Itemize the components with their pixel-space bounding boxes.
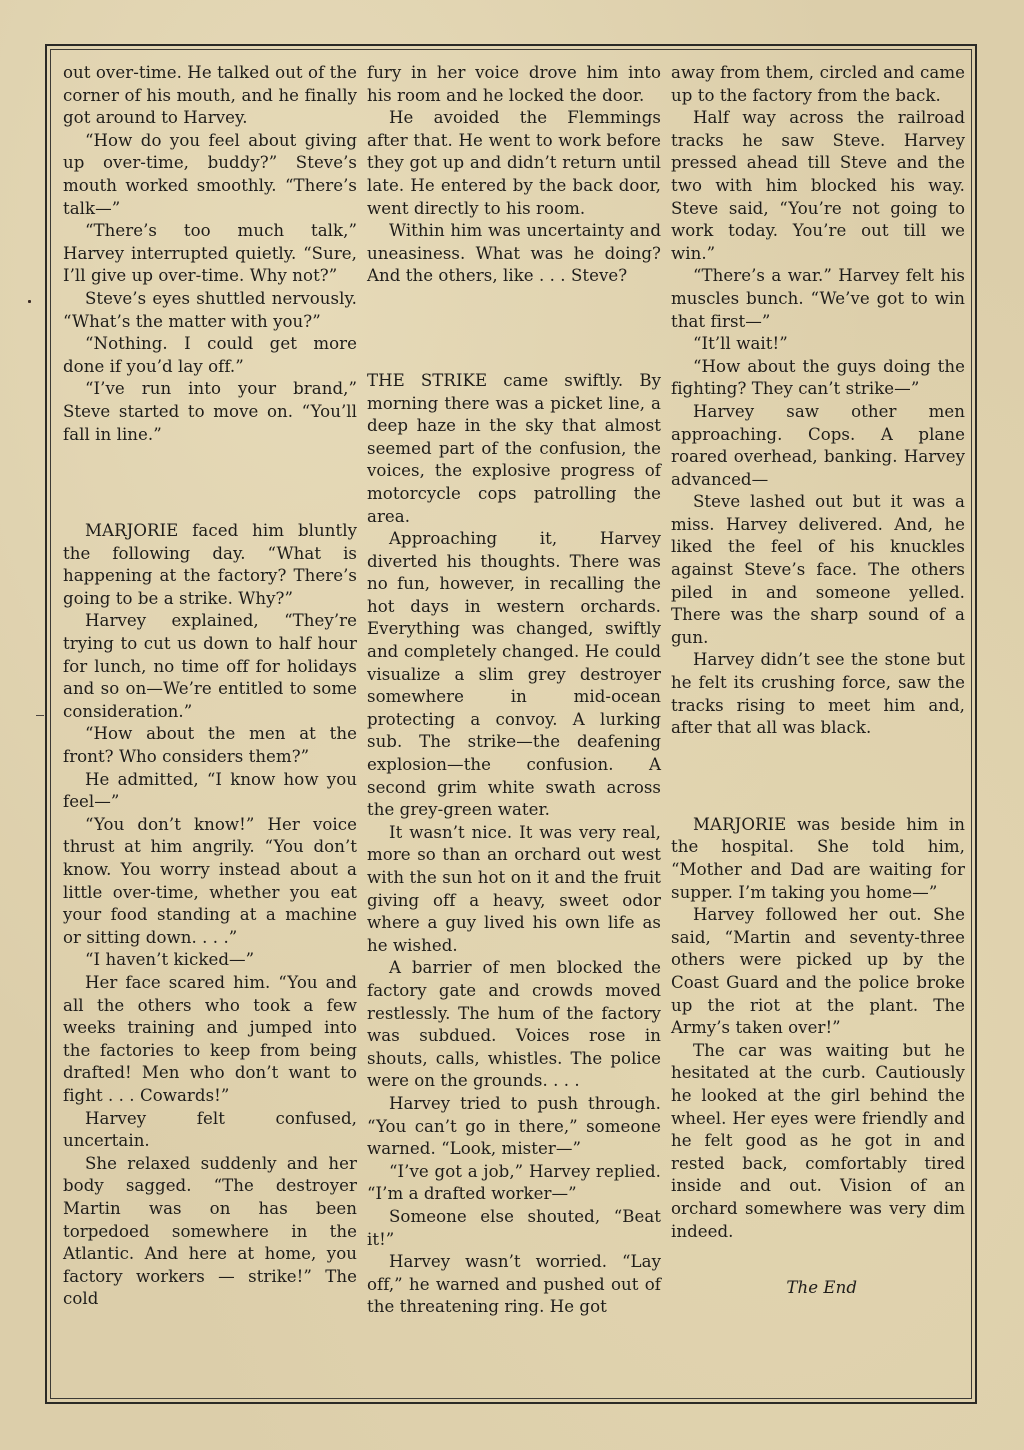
story-columns <box>63 62 965 1392</box>
paragraph: Harvey saw other men approaching. Cops. A plane roared overhead, banking. Harvey advanced— <box>671 401 965 489</box>
paragraph: Harvey followed her out. She said, “Martin and seventy-three others were picked up by the Coast Guard and the police broke up the riot at the plant. The Army’s taken over!” <box>671 905 965 1038</box>
section-lead-paragraph: MARJORIE was beside him in the hospital. She told him, “Mother and Dad are waiting for supper. I’m taking you home—” <box>671 814 965 902</box>
paragraph: “How about the men at the front? Who considers them?” <box>63 724 357 767</box>
paragraph: “Nothing. I could get more done if you’d lay off.” <box>63 334 357 376</box>
paragraph: Someone else shouted, “Beat it!” <box>367 1206 661 1249</box>
paragraph: fury in her voice drove him into his room and he locked the door. <box>367 63 661 105</box>
section-lead-paragraph: THE STRIKE came swiftly. By morning there was a picket line, a deep haze in the sky that almost seemed part of the confusion, the voices, the explosive progress of motorcycle cops patrolling the area. <box>367 370 661 526</box>
the-end-label: The End <box>786 1278 857 1298</box>
paragraph: out over-time. He talked out of the corner of his mouth, and he finally got around to Harvey. <box>63 63 357 128</box>
paragraph: Harvey felt confused, uncertain. <box>63 1108 357 1151</box>
paragraph: “You don’t know!” Her voice thrust at him angrily. “You don’t know. You worry instead about a little over-time, whether you eat your food standing at a machine or sitting down. . . .” <box>63 814 357 947</box>
paragraph: “There’s too much talk,” Harvey interrupted quietly. “Sure, I’ll give up over-time. Why not?” <box>63 221 357 286</box>
paragraph: Steve lashed out but it was a miss. Harvey delivered. And, he liked the feel of his knuckles against Steve’s face. The others piled in and someone yelled. There was the sharp sound of a gun. <box>671 492 965 647</box>
ink-mark <box>36 715 44 716</box>
paragraph: She relaxed suddenly and her body sagged. “The destroyer Martin was on has been torpedoed somewhere in the Atlantic. And here at home, you factory workers — strike!” The cold <box>63 1153 357 1309</box>
paragraph: Harvey explained, “They’re trying to cut us down to half hour for lunch, no time off for holidays and so on—We’re entitled to some consideration.” <box>63 611 357 721</box>
paragraph: Harvey tried to push through. “You can’t go in there,” someone warned. “Look, mister—” <box>367 1093 661 1159</box>
paragraph: “There’s a war.” Harvey felt his muscles bunch. “We’ve got to win that first—” <box>671 266 965 331</box>
paragraph: A barrier of men blocked the factory gate and crowds moved restlessly. The hum of the factory was subdued. Voices rose in shouts, calls, whistles. The police were on the grounds. . . . <box>367 958 661 1091</box>
paragraph: Harvey didn’t see the stone but he felt its crushing force, saw the tracks rising to meet him and, after that all was black. <box>671 650 965 738</box>
section-break <box>63 446 357 520</box>
section-break <box>367 288 661 370</box>
paragraph: Within him was uncertainty and uneasiness. What was he doing? And the others, like . . . Steve? <box>367 221 661 286</box>
paragraph: “I’ve got a job,” Harvey replied. “I’m a drafted worker—” <box>367 1161 661 1204</box>
paragraph: away from them, circled and came up to the factory from the back. <box>671 63 965 105</box>
paragraph: “I haven’t kicked—” <box>85 950 255 970</box>
paragraph: He avoided the Flemmings after that. He went to work before they got up and didn’t return until late. He entered by the back door, went directly to his room. <box>367 108 661 218</box>
paragraph: The car was waiting but he hesitated at the curb. Cautiously he looked at the girl behind the wheel. Her eyes were friendly and he felt good as he got in and rested back, comfortably tired inside and out. Vision of an orchard somewhere was very dim indeed. <box>671 1040 965 1241</box>
paragraph: “I’ve run into your brand,” Steve started to move on. “You’ll fall in line.” <box>63 379 357 444</box>
paragraph: Half way across the railroad tracks he saw Steve. Harvey pressed ahead till Steve and the two with him blocked his way. Steve said, “You’re not going to work today. You’re out till we win.” <box>671 108 965 263</box>
column-2 <box>367 62 661 1392</box>
paragraph: “It’ll wait!” <box>693 334 788 354</box>
column-1 <box>63 62 357 1392</box>
paragraph: “How about the guys doing the fighting? They can’t strike—” <box>671 356 965 399</box>
ink-speck <box>28 300 31 303</box>
paragraph: He admitted, “I know how you feel—” <box>63 769 357 812</box>
section-break <box>671 740 965 814</box>
section-lead-paragraph: MARJORIE faced him bluntly the following day. “What is happening at the factory? There’s going to be a strike. Why?” <box>63 521 357 608</box>
paragraph: Approaching it, Harvey diverted his thoughts. There was no fun, however, in recalling the hot days in western orchards. Everything was changed, swiftly and completely changed. He could visualize a slim grey destroyer somewhere in mid-ocean protecting a convoy. A lurking sub. The strike—the deafening explosion—the confusion. A second grim white swath across the grey-green water. <box>367 529 661 820</box>
paragraph: Steve’s eyes shuttled nervously. “What’s the matter with you?” <box>63 288 357 331</box>
paragraph: Harvey wasn’t worried. “Lay off,” he warned and pushed out of the threatening ring. He got <box>367 1252 661 1317</box>
paragraph: It wasn’t nice. It was very real, more so than an orchard out west with the sun hot on it and the fruit giving off a heavy, sweet odor where a guy lived his own life as he wished. <box>367 822 661 955</box>
column-3 <box>671 62 965 1392</box>
paragraph: “How do you feel about giving up over-time, buddy?” Steve’s mouth worked smoothly. “There’s talk—” <box>63 130 357 218</box>
paragraph: Her face scared him. “You and all the others who took a few weeks training and jumped into the factories to keep from being drafted! Men who don’t want to fight . . . Cowards!” <box>63 972 357 1105</box>
